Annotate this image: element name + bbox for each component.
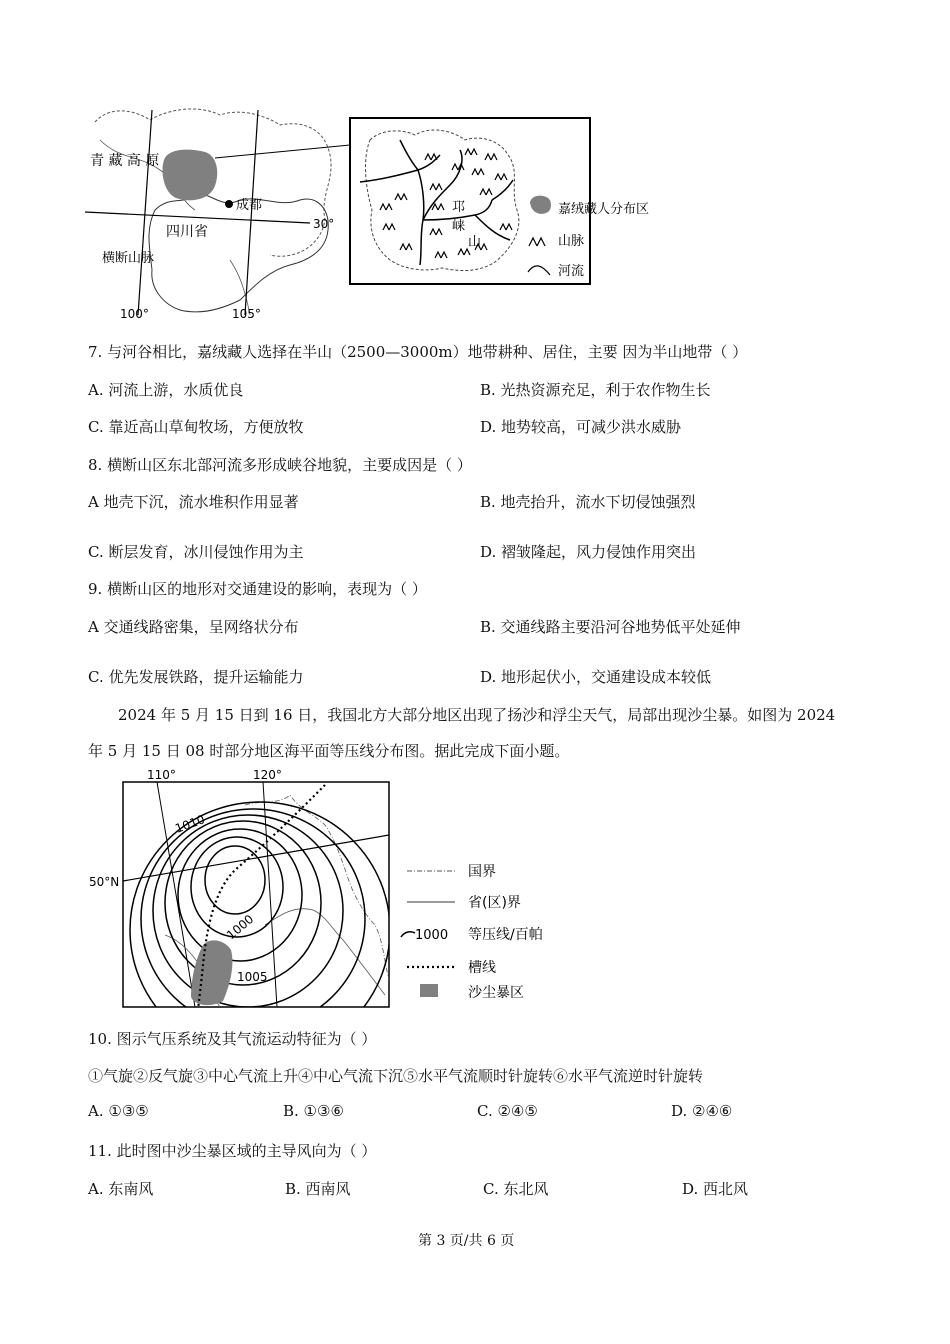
intro-line-1: 2024 年 5 月 15 日到 16 日，我国北方大部分地区出现了扬沙和浮尘天气，局部出现沙尘暴。如图为 2024 [118,706,836,724]
q9-option-d: D. 地形起伏小，交通建设成本较低 [480,668,712,686]
label-lat50: 50°N [89,875,120,889]
q8-option-a: A 地壳下沉，流水堆积作用显著 [88,493,299,511]
q7-stem: 7. 与河谷相比，嘉绒藏人选择在半山（2500—3000m）地带耕种、居住，主要 因为半山地带（ ） [88,343,748,361]
label-qionglai-3: 山 [468,235,482,250]
legend-trough: 槽线 [468,960,496,976]
q10-items: ①气旋②反气旋③中心气流上升④中心气流下沉⑤水平气流顺时针旋转⑥水平气流逆时针旋转 [88,1067,704,1085]
q10-option-c: C. ②④⑤ [477,1102,538,1120]
q9-stem: 9. 横断山区的地形对交通建设的影响，表现为（ ） [88,580,427,598]
label-lat30: 30° [313,217,335,231]
label-qionglai-1: 邛 [452,200,466,215]
q11-option-d: D. 西北风 [682,1180,749,1198]
q10-stem: 10. 图示气压系统及其气流运动特征为（ ） [88,1030,377,1048]
q11-option-c: C. 东北风 [483,1180,549,1198]
isobar-map [85,765,565,1015]
legend-river: 河流 [558,264,585,279]
legend-river-icon [528,266,550,275]
label-lon110: 110° [147,768,176,782]
chengdu-dot [225,200,233,208]
intro-line-2: 年 5 月 15 日 08 时部分地区海平面等压线分布图。据此完成下面小题。 [88,742,570,760]
q8-option-b: B. 地壳抬升，流水下切侵蚀强烈 [480,493,696,511]
dust-storm-zone [191,940,232,1005]
label-sichuan: 四川省 [166,224,208,240]
mountain-symbols [380,149,512,258]
legend-isobar-line [401,932,415,937]
q10-option-d: D. ②④⑥ [671,1102,733,1120]
q8-option-c: C. 断层发育，冰川侵蚀作用为主 [88,543,304,561]
legend-mountain: 山脉 [558,234,585,249]
q9-option-c: C. 优先发展铁路，提升运输能力 [88,668,304,686]
legend-dust: 沙尘暴区 [468,985,524,1001]
meridian-100 [138,110,152,315]
q8-stem: 8. 横断山区东北部河流多形成峡谷地貌，主要成因是（ ） [88,456,472,474]
legend-isobar-value: 1000 [415,928,449,943]
q7-option-b: B. 光热资源充足，利于农作物生长 [480,381,711,399]
q9-option-b: B. 交通线路主要沿河谷地势低平处延伸 [480,618,741,636]
q11-stem: 11. 此时图中沙尘暴区域的主导风向为（ ） [88,1142,377,1160]
label-iso1010: 1010 [173,812,207,836]
q10-option-a: A. ①③⑤ [88,1102,149,1120]
inset-outline [366,130,519,271]
page-footer: 第 3 页/共 6 页 [418,1233,515,1249]
label-iso1005: 1005 [237,970,268,984]
legend-border: 国界 [468,864,496,880]
legend-jiarong-swatch [530,196,551,214]
label-plateau: 青 藏 高 原 [90,153,160,169]
label-qionglai-2: 崃 [452,219,466,234]
parallel-30 [85,212,310,223]
q10-option-b: B. ①③⑥ [283,1102,344,1120]
inset-frame [350,118,590,284]
jiarong-area [163,150,218,201]
legend-jiarong: 嘉绒藏人分布区 [558,202,650,217]
label-lon100: 100° [120,307,149,321]
sichuan-map [80,100,680,325]
q11-option-b: B. 西南风 [285,1180,351,1198]
q9-option-a: A 交通线路密集，呈网络状分布 [88,618,299,636]
label-hengduan: 横断山脉 [102,251,155,266]
label-lon120: 120° [253,768,282,782]
label-chengdu: 成都 [236,198,263,213]
legend-isobar: 等压线/百帕 [468,927,543,943]
label-iso1000: 1000 [223,911,257,943]
legend-province: 省(区)界 [468,895,521,911]
label-lon105: 105° [232,307,261,321]
q8-option-d: D. 褶皱隆起，风力侵蚀作用突出 [480,543,697,561]
q7-option-a: A. 河流上游，水质优良 [88,381,244,399]
q7-option-d: D. 地势较高，可减少洪水威胁 [480,418,682,436]
legend-dust-swatch [420,984,438,997]
legend-mountain-icon [529,238,545,246]
q11-option-a: A. 东南风 [88,1180,154,1198]
q7-option-c: C. 靠近高山草甸牧场，方便放牧 [88,418,304,436]
